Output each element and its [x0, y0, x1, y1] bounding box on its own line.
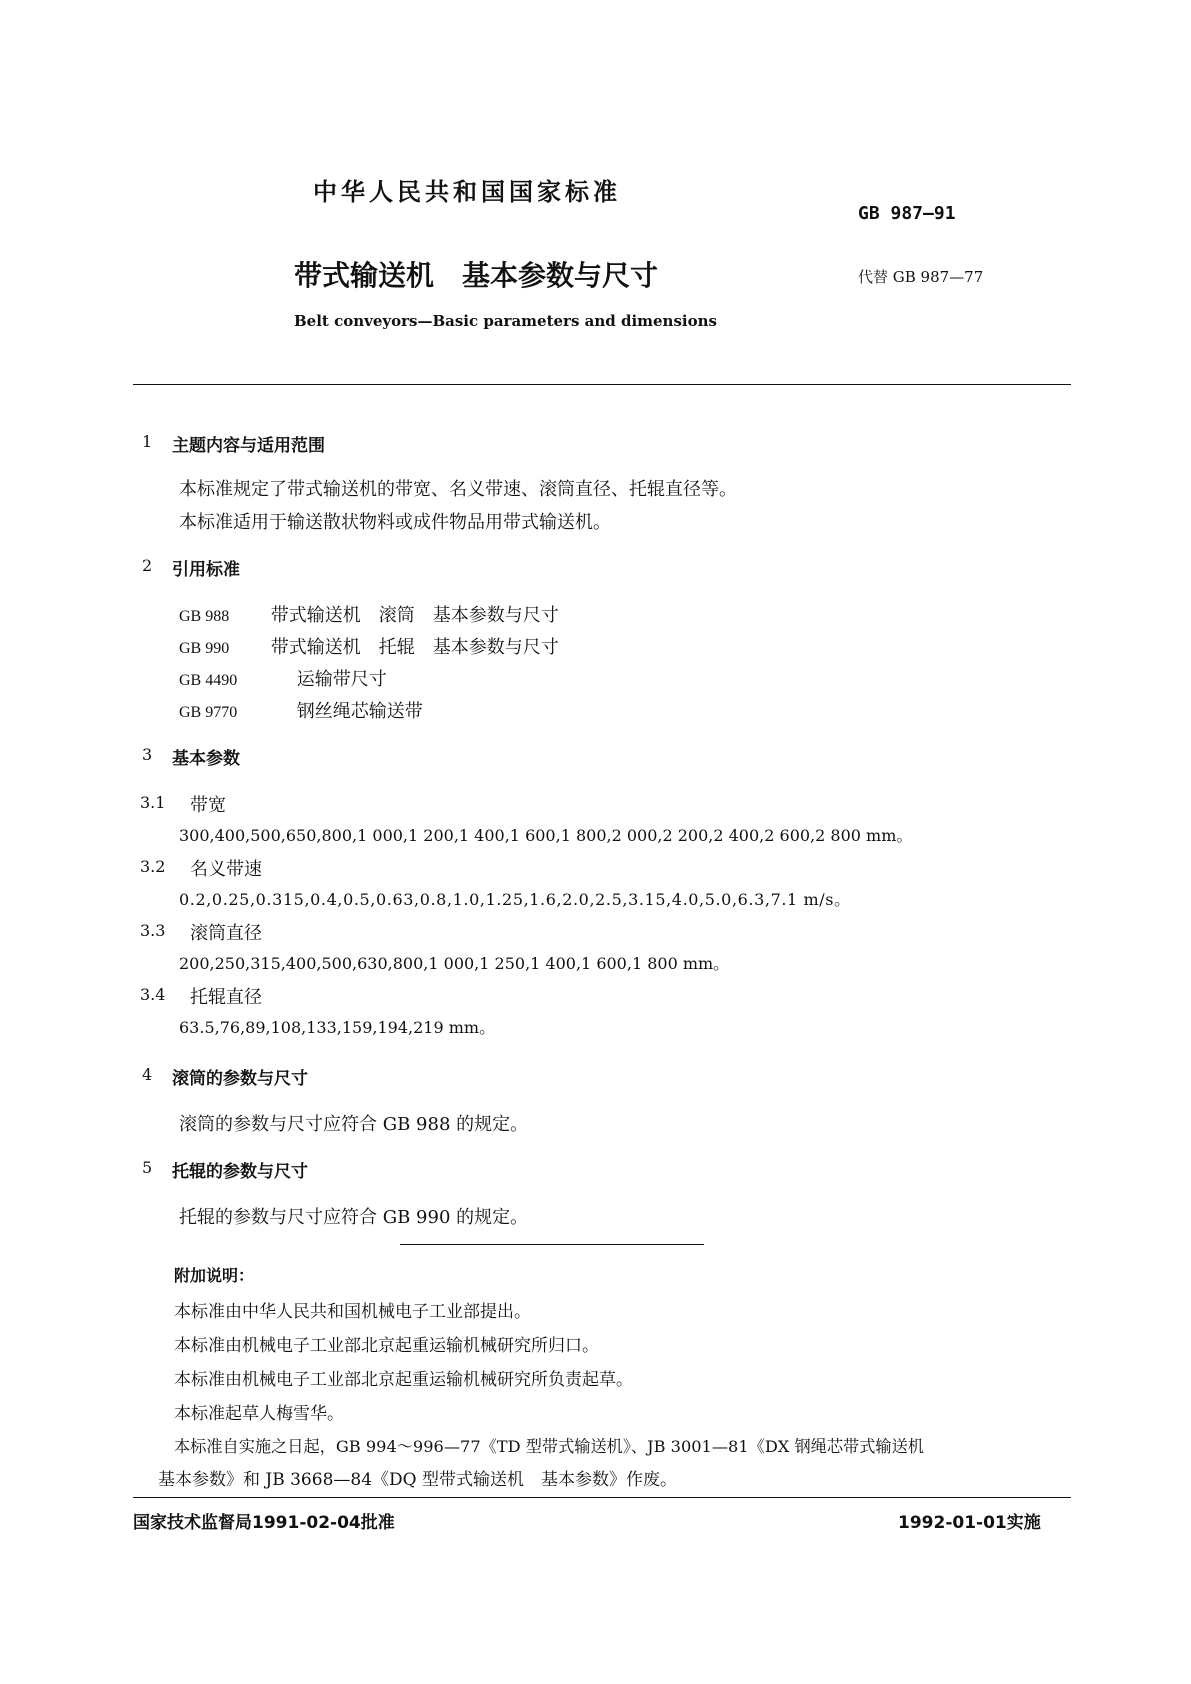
section-1-title: 主题内容与适用范围: [172, 436, 325, 456]
reference-row: [179, 633, 559, 659]
section-3-number: 3: [142, 745, 153, 764]
reference-name: 运输带尺寸: [296, 669, 387, 690]
subsection-3-1-number: 3.1: [140, 793, 166, 812]
reference-name: 带式输送机 滚筒 基本参数与尺寸: [270, 605, 559, 626]
note-line: 本标准由机械电子工业部北京起重运输机械研究所归口。: [174, 1336, 599, 1356]
document-title: 带式输送机 基本参数与尺寸: [294, 259, 659, 292]
replaces-note: 代替 GB 987—77: [858, 268, 984, 286]
subsection-3-3-title: 滚筒直径: [190, 923, 262, 944]
subsection-3-2-title: 名义带速: [190, 859, 262, 880]
belt-width-values: 300,400,500,650,800,1 000,1 200,1 400,1 600,1 800,2 000,2 200,2 400,2 600,2 800 mm。: [179, 826, 913, 845]
section-1-para-2: 本标准适用于输送散状物料或成件物品用带式输送机。: [179, 512, 611, 533]
reference-row: [179, 665, 387, 691]
reference-row: [179, 697, 423, 723]
section-1-para-1: 本标准规定了带式输送机的带宽、名义带速、滚筒直径、托辊直径等。: [179, 479, 737, 500]
effective-date: 1992-01-01实施: [898, 1513, 1041, 1533]
reference-code: GB 4490: [179, 672, 238, 689]
section-5-title: 托辊的参数与尺寸: [172, 1162, 308, 1182]
section-5-number: 5: [142, 1158, 153, 1177]
english-title: Belt conveyors—Basic parameters and dimensions: [294, 312, 717, 330]
section-1-number: 1: [142, 432, 153, 451]
section-4-title: 滚筒的参数与尺寸: [172, 1069, 308, 1089]
note-line: 本标准由中华人民共和国机械电子工业部提出。: [174, 1302, 531, 1322]
reference-code: GB 9770: [179, 704, 238, 721]
section-2-number: 2: [142, 556, 153, 575]
notes-title: 附加说明：: [174, 1266, 255, 1285]
note-line: 本标准自实施之日起，GB 994～996—77《TD 型带式输送机》、JB 3001—81《DX 钢绳芯带式输送机: [174, 1437, 924, 1456]
section-2-title: 引用标准: [172, 560, 240, 580]
subsection-3-3-number: 3.3: [140, 921, 166, 940]
subsection-3-1-title: 带宽: [190, 795, 226, 816]
section-4-para: 滚筒的参数与尺寸应符合 GB 988 的规定。: [179, 1114, 529, 1135]
section-5-para: 托辊的参数与尺寸应符合 GB 990 的规定。: [179, 1207, 529, 1228]
idler-diameter-values: 63.5,76,89,108,133,159,194,219 mm。: [179, 1018, 496, 1037]
standard-code: GB 987—91: [858, 203, 956, 224]
section-3-title: 基本参数: [172, 749, 240, 769]
reference-code: GB 990: [179, 640, 230, 657]
reference-row: [179, 601, 559, 627]
section-4-number: 4: [142, 1065, 153, 1084]
reference-name: 钢丝绳芯输送带: [296, 701, 423, 722]
reference-code: GB 988: [179, 608, 230, 625]
header-rule: [133, 384, 1071, 385]
approval-date: 国家技术监督局1991-02-04批准: [133, 1513, 395, 1533]
note-line: 本标准起草人梅雪华。: [174, 1404, 344, 1424]
reference-name: 带式输送机 托辊 基本参数与尺寸: [270, 637, 559, 658]
section-end-rule: [400, 1244, 704, 1245]
subsection-3-2-number: 3.2: [140, 857, 166, 876]
note-line: 本标准由机械电子工业部北京起重运输机械研究所负责起草。: [174, 1370, 633, 1390]
subsection-3-4-number: 3.4: [140, 985, 166, 1004]
belt-speed-values: 0.2,0.25,0.315,0.4,0.5,0.63,0.8,1.0,1.25,1.6,2.0,2.5,3.15,4.0,5.0,6.3,7.1 m/s。: [179, 890, 851, 909]
national-standard-title: 中华人民共和国国家标准: [313, 178, 621, 206]
footer-rule: [133, 1497, 1071, 1498]
subsection-3-4-title: 托辊直径: [190, 987, 262, 1008]
note-continuation: 基本参数》和 JB 3668—84《DQ 型带式输送机 基本参数》作废。: [158, 1470, 677, 1490]
pulley-diameter-values: 200,250,315,400,500,630,800,1 000,1 250,1 400,1 600,1 800 mm。: [179, 954, 730, 973]
